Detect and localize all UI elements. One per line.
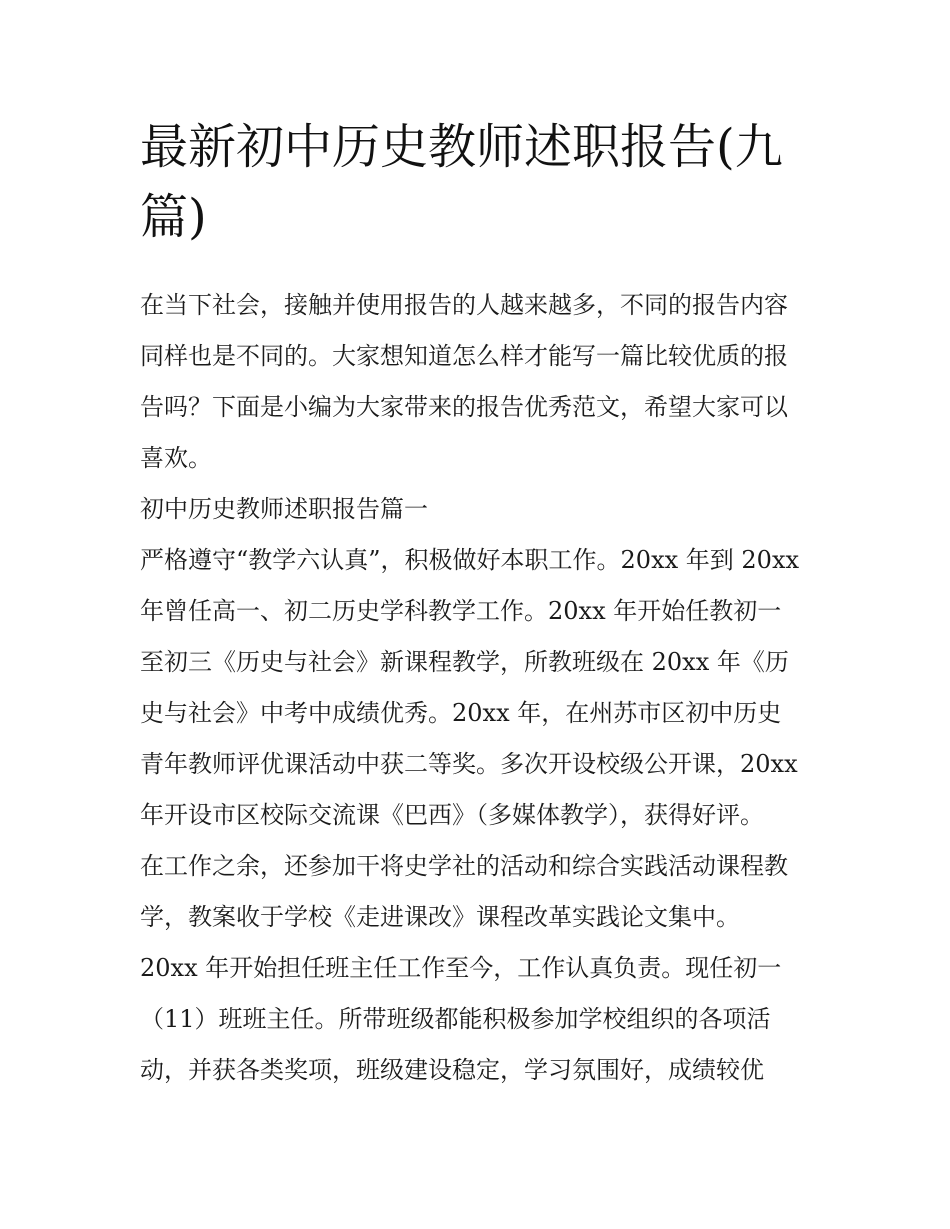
body-line: 在当下社会，接触并使用报告的人越来越多，不同的报告内容 [140,291,788,319]
body-line: 严格遵守“教学六认真”，积极做好本职工作。20xx 年到 20xx [140,546,800,574]
body-line: 动，并获各类奖项，班级建设稳定，学习氛围好，成绩较优 [140,1056,764,1084]
body-line: 喜欢。 [140,444,212,472]
body-line: 同样也是不同的。大家想知道怎么样才能写一篇比较优质的报 [140,342,788,370]
body-line: （11）班班主任。所带班级都能积极参加学校组织的各项活 [140,1005,771,1033]
body-line: 20xx 年开始担任班主任工作至今，工作认真负责。现任初一 [140,954,782,982]
body-line: 年曾任高一、初二历史学科教学工作。20xx 年开始任教初一 [140,597,782,625]
body-line: 年开设市区校际交流课《巴西》（多媒体教学），获得好评。 [140,801,764,829]
body-line: 在工作之余，还参加干将史学社的活动和综合实践活动课程教 [140,852,788,880]
body-line: 学，教案收于学校《走进课改》课程改革实践论文集中。 [140,903,740,931]
document-body [140,280,820,1096]
title-line: 篇) [140,189,207,245]
body-line: 史与社会》中考中成绩优秀。20xx 年，在州苏市区初中历史 [140,699,782,727]
body-line: 青年教师评优课活动中获二等奖。多次开设校级公开课，20xx [140,750,798,778]
body-line: 告吗？下面是小编为大家带来的报告优秀范文，希望大家可以 [140,393,788,421]
body-line: 至初三《历史与社会》新课程教学，所教班级在 20xx 年《历 [140,648,789,676]
document-title [140,112,830,252]
title-line: 最新初中历史教师述职报告(九 [140,119,783,175]
section-heading: 初中历史教师述职报告篇一 [140,495,428,523]
